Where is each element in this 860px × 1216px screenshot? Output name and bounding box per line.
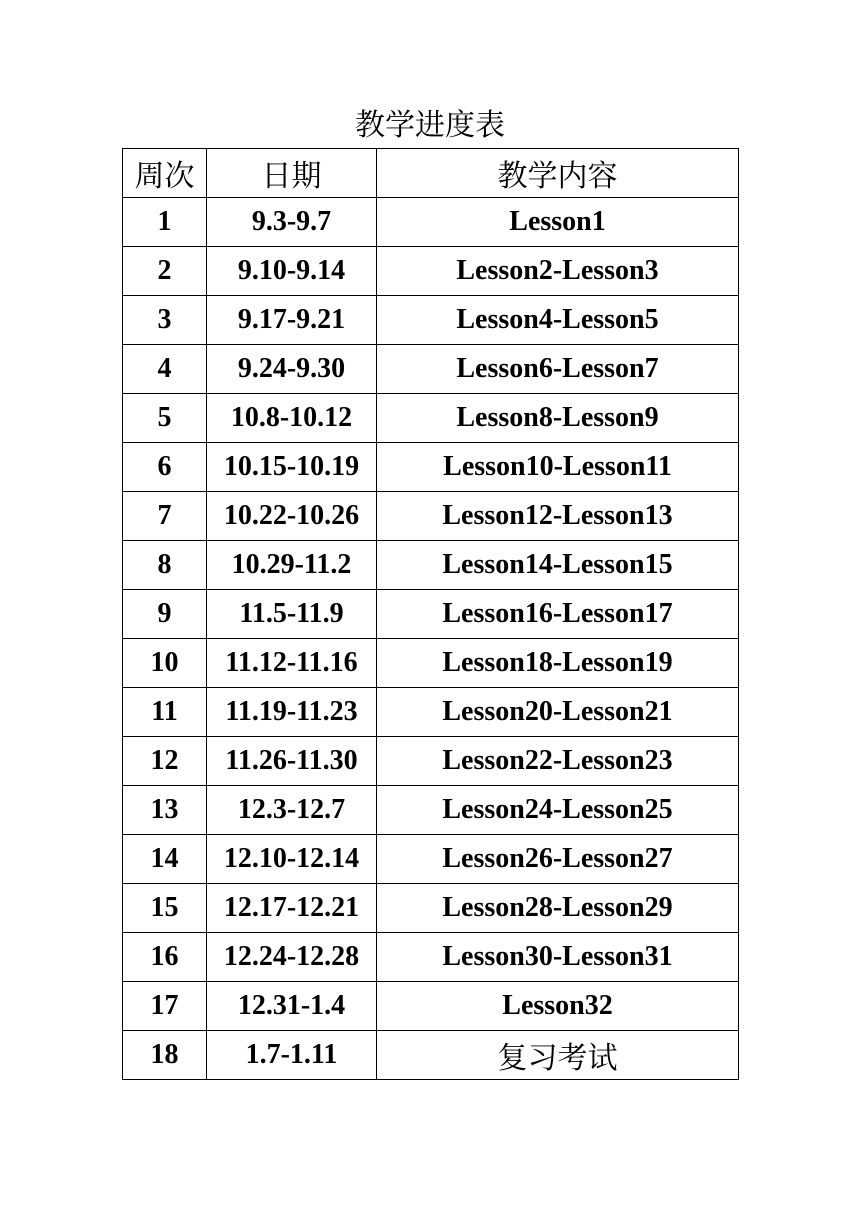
content-cell: Lesson6-Lesson7 xyxy=(377,345,739,394)
date-cell: 12.24-12.28 xyxy=(207,933,377,982)
table-row xyxy=(123,492,739,541)
table-row xyxy=(123,884,739,933)
table-row xyxy=(123,394,739,443)
content-cell: Lesson16-Lesson17 xyxy=(377,590,739,639)
week-cell: 15 xyxy=(123,884,207,933)
week-cell: 2 xyxy=(123,247,207,296)
week-cell: 12 xyxy=(123,737,207,786)
page-title: 教学进度表 xyxy=(355,108,505,143)
table-row xyxy=(123,443,739,492)
content-cell: Lesson20-Lesson21 xyxy=(377,688,739,737)
table-row xyxy=(123,639,739,688)
week-cell: 1 xyxy=(123,198,207,247)
content-cell: Lesson32 xyxy=(377,982,739,1031)
content-cell: Lesson26-Lesson27 xyxy=(377,835,739,884)
table-row xyxy=(123,247,739,296)
content-cell: Lesson14-Lesson15 xyxy=(377,541,739,590)
week-cell: 7 xyxy=(123,492,207,541)
week-cell: 17 xyxy=(123,982,207,1031)
table-row xyxy=(123,1031,739,1080)
week-cell: 5 xyxy=(123,394,207,443)
date-cell: 11.19-11.23 xyxy=(207,688,377,737)
week-cell: 4 xyxy=(123,345,207,394)
content-cell: Lesson18-Lesson19 xyxy=(377,639,739,688)
header-week: 周次 xyxy=(123,149,207,198)
content-cell: Lesson12-Lesson13 xyxy=(377,492,739,541)
date-cell: 12.3-12.7 xyxy=(207,786,377,835)
week-cell: 14 xyxy=(123,835,207,884)
content-cell: Lesson24-Lesson25 xyxy=(377,786,739,835)
date-cell: 9.3-9.7 xyxy=(207,198,377,247)
content-cell: 复习考试 xyxy=(377,1031,739,1080)
table-row xyxy=(123,737,739,786)
header-date: 日期 xyxy=(207,149,377,198)
table-row xyxy=(123,786,739,835)
week-cell: 6 xyxy=(123,443,207,492)
content-cell: Lesson4-Lesson5 xyxy=(377,296,739,345)
table-header xyxy=(123,149,739,198)
table-row xyxy=(123,835,739,884)
content-cell: Lesson2-Lesson3 xyxy=(377,247,739,296)
date-cell: 10.8-10.12 xyxy=(207,394,377,443)
content-cell: Lesson22-Lesson23 xyxy=(377,737,739,786)
week-cell: 3 xyxy=(123,296,207,345)
table-row xyxy=(123,541,739,590)
content-cell: Lesson1 xyxy=(377,198,739,247)
date-cell: 10.22-10.26 xyxy=(207,492,377,541)
content-cell: Lesson30-Lesson31 xyxy=(377,933,739,982)
date-cell: 10.29-11.2 xyxy=(207,541,377,590)
date-cell: 11.5-11.9 xyxy=(207,590,377,639)
date-cell: 11.26-11.30 xyxy=(207,737,377,786)
date-cell: 12.31-1.4 xyxy=(207,982,377,1031)
table-row xyxy=(123,198,739,247)
date-cell: 9.17-9.21 xyxy=(207,296,377,345)
date-cell: 9.10-9.14 xyxy=(207,247,377,296)
content-cell: Lesson28-Lesson29 xyxy=(377,884,739,933)
date-cell: 9.24-9.30 xyxy=(207,345,377,394)
week-cell: 13 xyxy=(123,786,207,835)
date-cell: 1.7-1.11 xyxy=(207,1031,377,1080)
week-cell: 16 xyxy=(123,933,207,982)
date-cell: 12.17-12.21 xyxy=(207,884,377,933)
schedule-table xyxy=(122,148,739,1080)
week-cell: 8 xyxy=(123,541,207,590)
table-row xyxy=(123,296,739,345)
date-cell: 12.10-12.14 xyxy=(207,835,377,884)
header-content: 教学内容 xyxy=(377,149,739,198)
table-row xyxy=(123,590,739,639)
week-cell: 9 xyxy=(123,590,207,639)
table-row xyxy=(123,688,739,737)
date-cell: 11.12-11.16 xyxy=(207,639,377,688)
date-cell: 10.15-10.19 xyxy=(207,443,377,492)
week-cell: 18 xyxy=(123,1031,207,1080)
content-cell: Lesson10-Lesson11 xyxy=(377,443,739,492)
table-row xyxy=(123,345,739,394)
table-row xyxy=(123,933,739,982)
week-cell: 10 xyxy=(123,639,207,688)
week-cell: 11 xyxy=(123,688,207,737)
content-cell: Lesson8-Lesson9 xyxy=(377,394,739,443)
table-body xyxy=(123,198,739,1080)
table-row xyxy=(123,982,739,1031)
header-row xyxy=(123,149,739,198)
